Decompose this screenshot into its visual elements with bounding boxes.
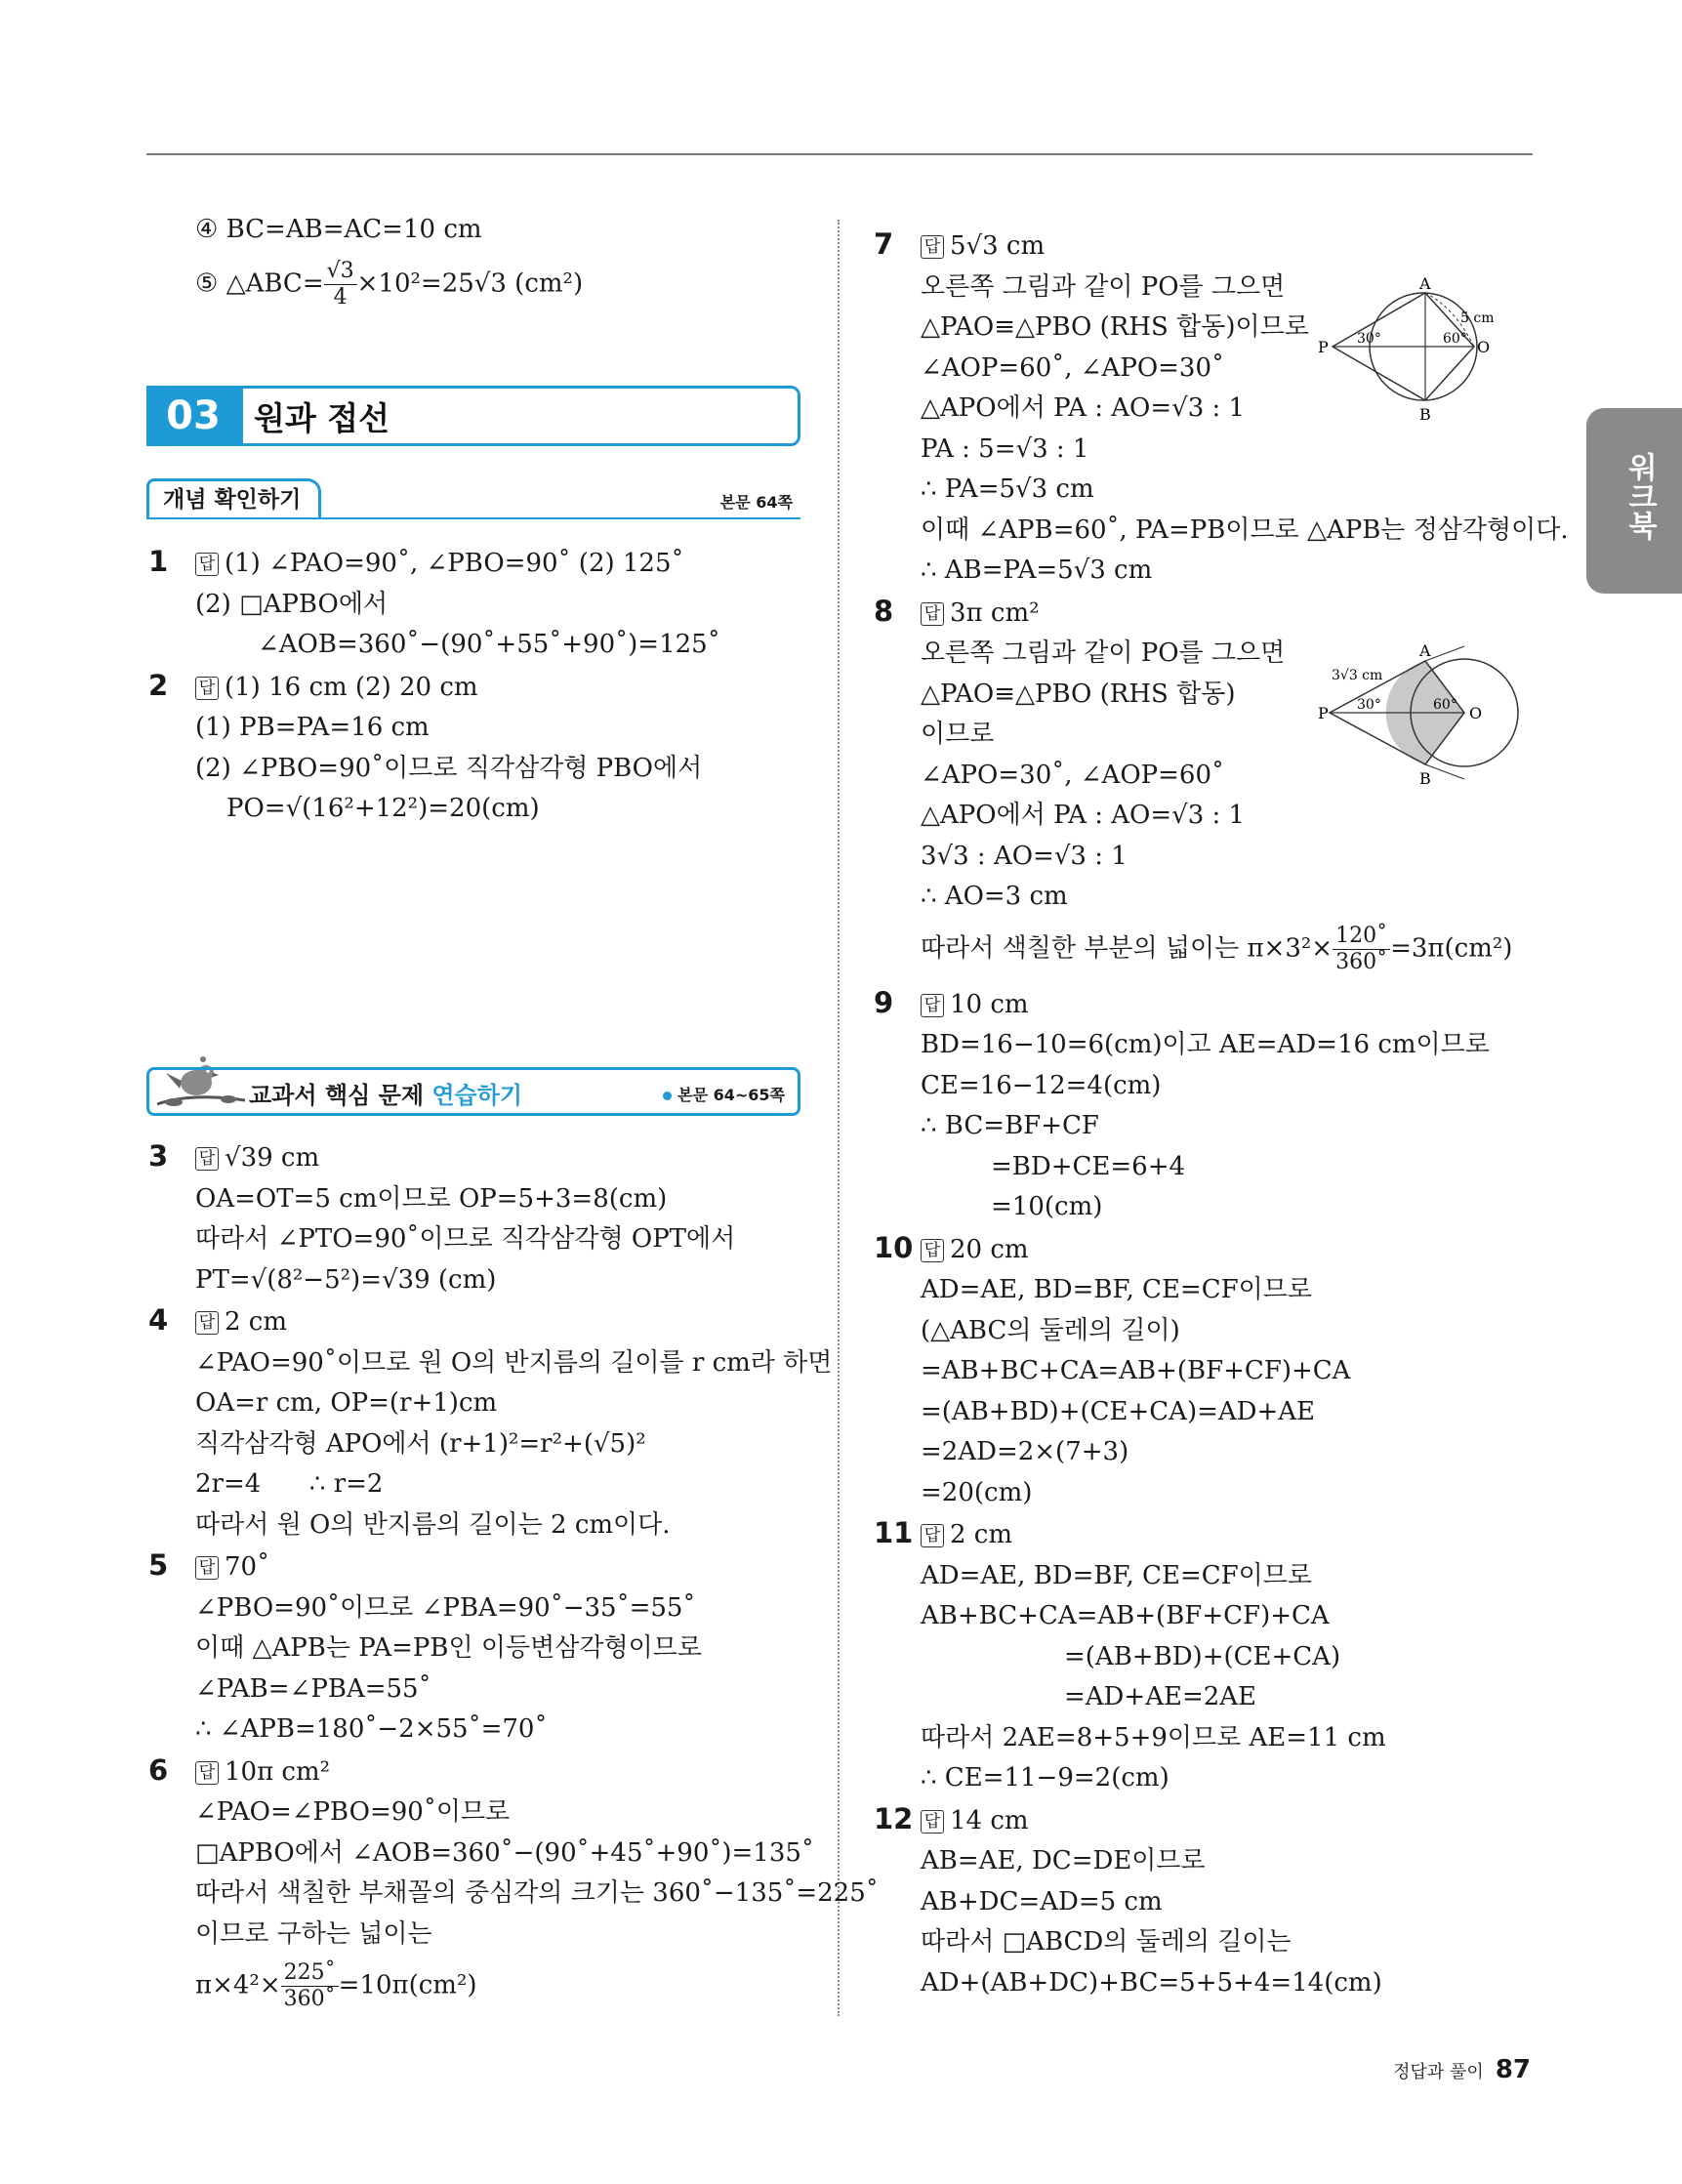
subsection-concept-ref: 본문 64쪽 (719, 493, 793, 512)
q7-line: ∴ PA=5√3 cm (921, 474, 1094, 504)
q5-number: 5 (148, 1548, 169, 1582)
numerator: 225˚ (281, 1960, 339, 1987)
q7-line: △PAO≡△PBO (RHS 합동)이므로 (921, 312, 1309, 342)
q5-line: ∴ ∠APB=180˚−2×55˚=70˚ (195, 1714, 548, 1744)
text: =10π(cm²) (338, 1970, 477, 2000)
left-column (148, 210, 802, 310)
subsection-concept (146, 478, 800, 519)
q3-line: PT=√(8²−5²)=√39 (cm) (195, 1264, 497, 1295)
q10-line: (△ABC의 둘레의 길이) (921, 1315, 1180, 1345)
q2-line: PO=√(16²+12²)=20(cm) (226, 794, 540, 823)
q6-line: □APBO에서 ∠AOB=360˚−(90˚+45˚+90˚)=135˚ (195, 1837, 814, 1868)
q8-line: 오른쪽 그림과 같이 PO를 그으면 (921, 639, 1286, 668)
subsection-practice (146, 1059, 800, 1118)
section-number: 03 (146, 386, 240, 446)
q4-line: 따라서 원 O의 반지름의 길이는 2 cm이다. (195, 1509, 671, 1540)
title-part: 교과서 핵심 문제 (249, 1082, 424, 1109)
right-column (874, 225, 1569, 2003)
ref-text: 본문 64~65쪽 (677, 1086, 785, 1104)
label-p: P (1318, 704, 1329, 722)
q2-line: (1) PB=PA=16 cm (195, 713, 430, 742)
q12-answer: 14 cm (950, 1805, 1029, 1835)
q9-line: =10(cm) (991, 1192, 1103, 1221)
fraction: $\frac{√3}{4}$ (324, 259, 357, 310)
numerator: 120˚ (1333, 924, 1390, 950)
q10-line: =AB+BC+CA=AB+(BF+CF)+CA (921, 1356, 1351, 1385)
q1-line: ∠AOB=360˚−(90˚+55˚+90˚)=125˚ (258, 630, 720, 659)
fraction (1333, 924, 1390, 975)
q4-line: OA=r cm, OP=(r+1)cm (195, 1388, 498, 1418)
q11-line: AD=AE, BD=BF, CE=CF이므로 (921, 1560, 1312, 1590)
label-p: P (1318, 338, 1329, 356)
left-top-line-2 (148, 259, 802, 310)
q5-line: 이때 △APB는 PA=PB인 이등변삼각형이므로 (195, 1633, 702, 1663)
section-title: 원과 접선 (254, 399, 390, 437)
q1-q2-block (148, 542, 802, 830)
q8-answer: 3π cm² (950, 598, 1040, 628)
q11-line: =(AB+BD)+(CE+CA) (1064, 1641, 1341, 1671)
q4-answer: 2 cm (225, 1307, 288, 1337)
q9-line: BD=16−10=6(cm)이고 AE=AD=16 cm이므로 (921, 1030, 1490, 1059)
q10-line: =20(cm) (921, 1477, 1033, 1507)
q8-line: △APO에서 PA : AO=√3 : 1 (921, 801, 1246, 830)
fraction (281, 1960, 339, 2012)
q12-line: AB=AE, DC=DE이므로 (921, 1846, 1206, 1875)
angle-label-o: 60° (1433, 697, 1457, 713)
subsection-practice-title (249, 1076, 522, 1110)
angle-label-p: 30° (1357, 331, 1381, 347)
q4-line: ∠PAO=90˚이므로 원 O의 반지름의 길이를 r cm라 하면 (195, 1347, 833, 1378)
q11-number: 11 (874, 1516, 914, 1549)
answer-mark: 답 (921, 235, 944, 259)
q6-line: 이므로 구하는 넓이는 (195, 1918, 432, 1949)
text: =3π(cm²) (1390, 933, 1513, 963)
q7-number: 7 (874, 227, 894, 261)
label-o: O (1477, 338, 1491, 356)
q8-line: ∴ AO=3 cm (921, 882, 1068, 911)
answer-mark: 답 (921, 1810, 944, 1834)
q4-line: 2r=4 ∴ r=2 (195, 1469, 384, 1499)
q11-line: 따라서 2AE=8+5+9이므로 AE=11 cm (921, 1722, 1386, 1752)
q9-number: 9 (874, 985, 894, 1019)
answer-mark: 답 (195, 1556, 219, 1580)
q10-line: =(AB+BD)+(CE+CA)=AD+AE (921, 1396, 1316, 1426)
q6-line: 따라서 색칠한 부채꼴의 중심각의 크기는 360˚−135˚=225˚ (195, 1878, 879, 1908)
subsection-rule (146, 517, 800, 519)
q9-line: =BD+CE=6+4 (991, 1151, 1186, 1181)
text: ⑤ △ABC= (195, 268, 324, 298)
q7-line: △APO에서 PA : AO=√3 : 1 (921, 393, 1246, 423)
q8-final-line (874, 924, 1557, 975)
figure-q8 (1318, 635, 1533, 796)
q3-answer: √39 cm (225, 1143, 320, 1173)
bullet-icon (663, 1092, 672, 1100)
subsection-practice-ref (663, 1083, 785, 1105)
q7-line: ∠AOP=60˚, ∠APO=30˚ (921, 352, 1225, 383)
q10-answer: 20 cm (950, 1234, 1029, 1264)
q6-answer: 10π cm² (225, 1756, 331, 1787)
figure-q7 (1318, 273, 1533, 430)
label-o: O (1469, 704, 1483, 722)
q8-line: 3√3 : AO=√3 : 1 (921, 841, 1128, 871)
denominator: 360˚ (283, 1987, 336, 2011)
q8-line: 이므로 (921, 720, 995, 749)
label-a: A (1419, 641, 1431, 660)
q3-q6-block (148, 1136, 879, 2012)
q7-answer: 5√3 cm (950, 231, 1046, 261)
q7-line: 이때 ∠APB=60˚, PA=PB이므로 △APB는 정삼각형이다. (921, 515, 1569, 545)
angle-label-o: 60° (1443, 331, 1467, 347)
side-tab-label: 워크북 (1622, 452, 1657, 540)
q7-line: ∴ AB=PA=5√3 cm (921, 556, 1153, 585)
subsection-concept-title: 개념 확인하기 (146, 478, 321, 518)
answer-mark: 답 (921, 1239, 944, 1262)
label-b: B (1419, 405, 1431, 424)
denominator: 360˚ (1335, 949, 1388, 974)
left-top-line-1: ④ BC=AB=AC=10 cm (195, 215, 482, 244)
q2-line: (2) ∠PBO=90˚이므로 직각삼각형 PBO에서 (195, 753, 703, 783)
q1-number: 1 (148, 545, 169, 578)
section-header (146, 386, 800, 446)
q5-line: ∠PBO=90˚이므로 ∠PBA=90˚−35˚=55˚ (195, 1592, 696, 1623)
answer-mark: 답 (195, 1147, 219, 1171)
q8-line: △PAO≡△PBO (RHS 합동) (921, 679, 1236, 709)
q4-number: 4 (148, 1303, 169, 1337)
label-b: B (1419, 769, 1431, 788)
q8-line: ∠APO=30˚, ∠AOP=60˚ (921, 760, 1225, 790)
q9-line: ∴ BC=BF+CF (921, 1111, 1099, 1140)
length-label: 5 cm (1460, 310, 1495, 326)
answer-mark: 답 (195, 1761, 219, 1785)
q6-number: 6 (148, 1752, 169, 1787)
q1-answer: (1) ∠PAO=90˚, ∠PBO=90˚ (2) 125˚ (225, 549, 684, 578)
q3-number: 3 (148, 1139, 169, 1173)
q3-line: 따라서 ∠PTO=90˚이므로 직각삼각형 OPT에서 (195, 1224, 736, 1254)
text: π×4²× (195, 1970, 281, 2000)
side-tab (1586, 408, 1682, 594)
column-divider (838, 220, 840, 2016)
q7-line: PA : 5=√3 : 1 (921, 433, 1089, 464)
title-highlight: 연습하기 (431, 1082, 523, 1109)
q7-line: 오른쪽 그림과 같이 PO를 그으면 (921, 271, 1286, 302)
answer-mark: 답 (921, 602, 944, 626)
text: 따라서 색칠한 부분의 넓이는 π×3²× (921, 933, 1333, 963)
q12-line: 따라서 □ABCD의 둘레의 길이는 (921, 1927, 1292, 1957)
q9-answer: 10 cm (950, 989, 1029, 1019)
q11-line: =AD+AE=2AE (1064, 1682, 1257, 1711)
page-footer (1393, 2055, 1531, 2084)
answer-mark: 답 (921, 994, 944, 1017)
q11-line: AB+BC+CA=AB+(BF+CF)+CA (921, 1601, 1330, 1630)
label-a: A (1419, 274, 1431, 293)
q11-line: ∴ CE=11−9=2(cm) (921, 1763, 1169, 1793)
q8-number: 8 (874, 594, 894, 628)
q9-line: CE=16−12=4(cm) (921, 1070, 1162, 1100)
page-number: 87 (1495, 2055, 1531, 2084)
q5-answer: 70˚ (225, 1552, 270, 1582)
q5-line: ∠PAB=∠PBA=55˚ (195, 1673, 431, 1704)
q1-line: (2) □APBO에서 (195, 589, 389, 619)
q4-line: 직각삼각형 APO에서 (r+1)²=r²+(√5)² (195, 1428, 646, 1459)
q12-number: 12 (874, 1801, 914, 1835)
footer-label: 정답과 풀이 (1393, 2062, 1484, 2082)
q6-line: ∠PAO=∠PBO=90˚이므로 (195, 1797, 511, 1827)
q12-line: AD+(AB+DC)+BC=5+5+4=14(cm) (921, 1967, 1382, 1998)
q2-number: 2 (148, 668, 169, 702)
q3-line: OA=OT=5 cm이므로 OP=5+3=8(cm) (195, 1183, 668, 1214)
q6-final-line (148, 1960, 802, 2012)
angle-label-p: 30° (1357, 697, 1381, 713)
q10-line: =2AD=2×(7+3) (921, 1437, 1129, 1466)
answer-mark: 답 (195, 1311, 219, 1335)
text: ×10²=25√3 (cm²) (356, 268, 584, 298)
length-label: 3√3 cm (1332, 668, 1383, 683)
answer-mark: 답 (195, 677, 219, 700)
answer-mark: 답 (195, 553, 219, 576)
q11-answer: 2 cm (950, 1520, 1013, 1549)
q2-answer: (1) 16 cm (2) 20 cm (225, 672, 478, 702)
q10-number: 10 (874, 1230, 914, 1264)
q12-line: AB+DC=AD=5 cm (921, 1886, 1163, 1916)
answer-mark: 답 (921, 1524, 944, 1547)
q10-line: AD=AE, BD=BF, CE=CF이므로 (921, 1275, 1312, 1304)
top-rule (146, 153, 1533, 155)
